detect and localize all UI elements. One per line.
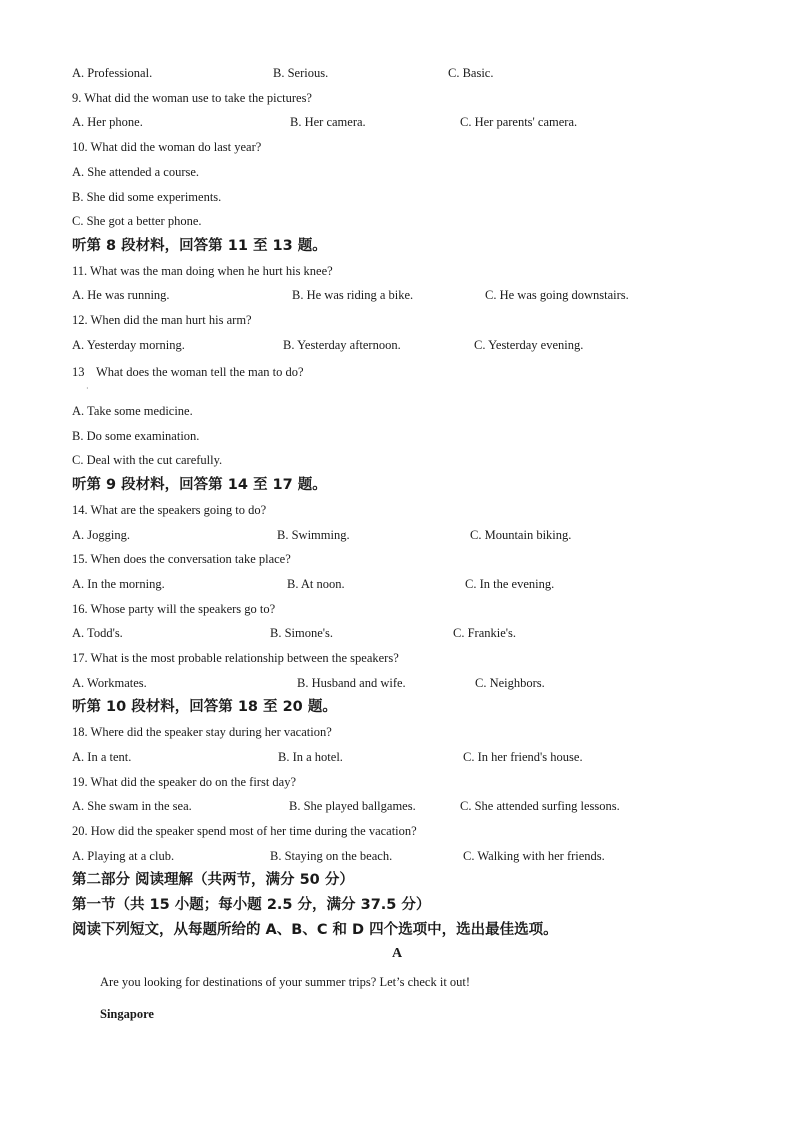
q16-option-b: B. Simone's. <box>270 626 334 640</box>
q8-option-b: B. Serious. <box>273 66 329 80</box>
q18-option-c: C. In her friend's house. <box>463 750 583 764</box>
stray-mark: · <box>86 384 89 393</box>
section-one-heading: 第一节（共 15 小题；每小题 2.5 分，满分 37.5 分） <box>72 897 431 913</box>
question-10: 10. What did the woman do last year? <box>72 140 262 154</box>
passage-intro: Are you looking for destinations of your summer trips? Let’s check it out! <box>100 975 471 989</box>
q15-option-c: C. In the evening. <box>465 577 555 591</box>
q10-option-a: A. She attended a course. <box>72 165 200 179</box>
q10-option-b: B. She did some experiments. <box>72 190 222 204</box>
q11-option-c: C. He was going downstairs. <box>485 288 629 302</box>
q18-option-b: B. In a hotel. <box>278 750 343 764</box>
question-14: 14. What are the speakers going to do? <box>72 503 267 517</box>
q9-option-c: C. Her parents' camera. <box>460 115 578 129</box>
q9-option-a: A. Her phone. <box>72 115 143 129</box>
q15-option-b: B. At noon. <box>287 577 345 591</box>
q11-option-b: B. He was riding a bike. <box>292 288 414 302</box>
q14-option-c: C. Mountain biking. <box>470 528 572 542</box>
q18-option-a: A. In a tent. <box>72 750 132 764</box>
part-two-heading: 第二部分 阅读理解（共两节，满分 50 分） <box>72 872 354 888</box>
q16-option-a: A. Todd's. <box>72 626 123 640</box>
question-18: 18. Where did the speaker stay during her vacation? <box>72 725 332 739</box>
q10-option-c: C. She got a better phone. <box>72 214 202 228</box>
question-16: 16. Whose party will the speakers go to? <box>72 602 276 616</box>
q12-option-b: B. Yesterday afternoon. <box>283 338 401 352</box>
q8-option-c: C. Basic. <box>448 66 494 80</box>
reading-instruction: 阅读下列短文，从每题所给的 A、B、C 和 D 四个选项中，选出最佳选项。 <box>72 922 558 938</box>
q17-option-a: A. Workmates. <box>72 676 147 690</box>
q9-option-b: B. Her camera. <box>290 115 366 129</box>
q19-option-c: C. She attended surfing lessons. <box>460 799 620 813</box>
question-20: 20. How did the speaker spend most of her time during the vacation? <box>72 824 417 838</box>
q15-option-a: A. In the morning. <box>72 577 165 591</box>
q8-option-a: A. Professional. <box>72 66 153 80</box>
q20-option-b: B. Staying on the beach. <box>270 849 393 863</box>
q20-option-a: A. Playing at a club. <box>72 849 175 863</box>
q17-option-b: B. Husband and wife. <box>297 676 406 690</box>
question-13-number: 13 <box>72 365 85 379</box>
question-13: What does the woman tell the man to do? <box>96 365 304 379</box>
q19-option-a: A. She swam in the sea. <box>72 799 192 813</box>
q12-option-c: C. Yesterday evening. <box>474 338 584 352</box>
question-17: 17. What is the most probable relationship between the speakers? <box>72 651 399 665</box>
passage-letter: A <box>391 946 403 961</box>
question-15: 15. When does the conversation take place? <box>72 552 291 566</box>
q19-option-b: B. She played ballgames. <box>289 799 416 813</box>
question-19: 19. What did the speaker do on the first day? <box>72 775 297 789</box>
section-heading-9: 听第 9 段材料，回答第 14 至 17 题。 <box>72 477 327 493</box>
q13-option-c: C. Deal with the cut carefully. <box>72 453 223 467</box>
question-9: 9. What did the woman use to take the pictures? <box>72 91 312 105</box>
q14-option-b: B. Swimming. <box>277 528 350 542</box>
q16-option-c: C. Frankie's. <box>453 626 517 640</box>
q20-option-c: C. Walking with her friends. <box>463 849 605 863</box>
section-heading-8: 听第 8 段材料，回答第 11 至 13 题。 <box>72 238 327 254</box>
section-heading-10: 听第 10 段材料，回答第 18 至 20 题。 <box>72 699 337 715</box>
q13-option-a: A. Take some medicine. <box>72 404 193 418</box>
q13-option-b: B. Do some examination. <box>72 429 200 443</box>
q12-option-a: A. Yesterday morning. <box>72 338 185 352</box>
question-12: 12. When did the man hurt his arm? <box>72 313 252 327</box>
q17-option-c: C. Neighbors. <box>475 676 545 690</box>
passage-subheading: Singapore <box>100 1007 154 1021</box>
q11-option-a: A. He was running. <box>72 288 170 302</box>
q14-option-a: A. Jogging. <box>72 528 130 542</box>
question-11: 11. What was the man doing when he hurt his knee? <box>72 264 333 278</box>
